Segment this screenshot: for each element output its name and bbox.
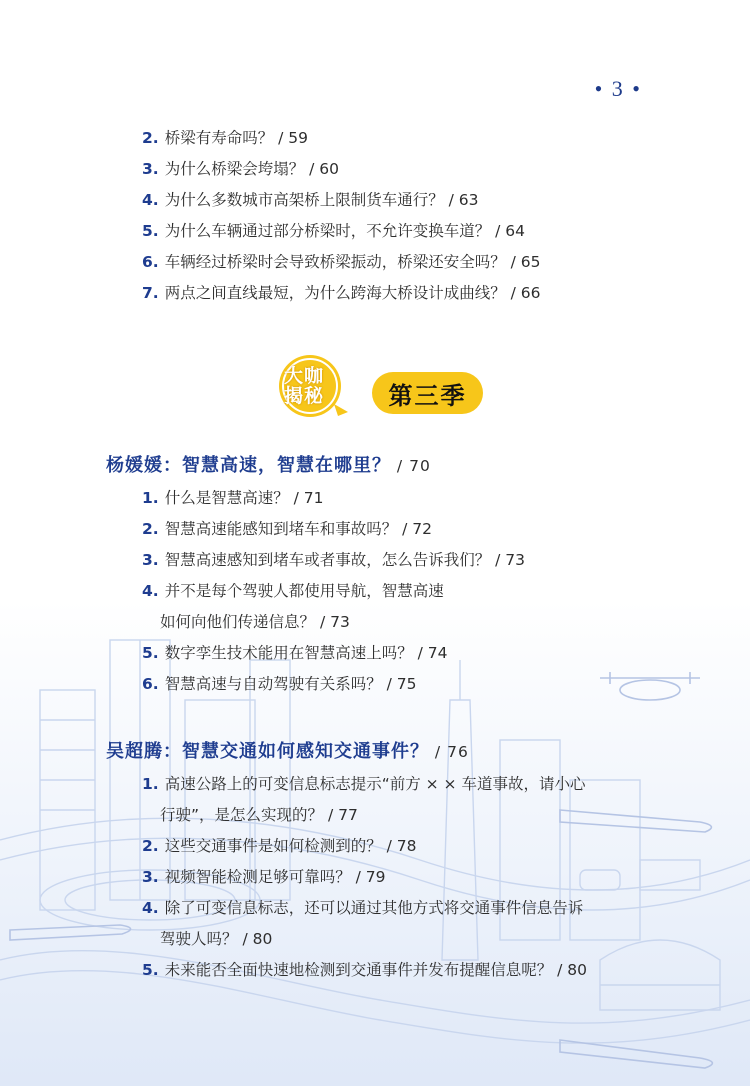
toc-entry[interactable]: 1. 什么是智慧高速？ / 71 bbox=[142, 489, 324, 507]
toc-entry[interactable]: 7. 两点之间直线最短，为什么跨海大桥设计成曲线？ / 66 bbox=[142, 284, 541, 302]
toc-entry[interactable]: 6. 车辆经过桥梁时会导致桥梁振动，桥梁还安全吗？ / 65 bbox=[142, 253, 541, 271]
page-number: • 3 • bbox=[594, 76, 642, 101]
badge-arrow-icon bbox=[334, 404, 348, 416]
toc-entry[interactable]: 4. 并不是每个驾驶人都使用导航，智慧高速 bbox=[142, 582, 444, 600]
toc-entry[interactable]: 5. 数字孪生技术能用在智慧高速上吗？ / 74 bbox=[142, 644, 448, 662]
toc-entry[interactable]: 3. 智慧高速感知到堵车或者事故，怎么告诉我们？ / 73 bbox=[142, 551, 526, 569]
toc-entry[interactable]: 2. 智慧高速能感知到堵车和事故吗？ / 72 bbox=[142, 520, 433, 538]
toc-entry-continuation[interactable]: 如何向他们传递信息？ / 73 bbox=[160, 613, 350, 631]
toc-entry[interactable]: 5. 未来能否全面快速地检测到交通事件并发布提醒信息呢？ / 80 bbox=[142, 961, 588, 979]
toc-entry-continuation[interactable]: 行驶”，是怎么实现的？ / 77 bbox=[160, 806, 358, 824]
toc-entry[interactable]: 6. 智慧高速与自动驾驶有关系吗？ / 75 bbox=[142, 675, 417, 693]
toc-entry[interactable]: 3. 为什么桥梁会垮塌？ / 60 bbox=[142, 160, 340, 178]
toc-entry[interactable]: 1. 高速公路上的可变信息标志提示“前方 × × 车道事故，请小心 bbox=[142, 775, 586, 793]
toc-entry[interactable]: 4. 除了可变信息标志，还可以通过其他方式将交通事件信息告诉 bbox=[142, 899, 584, 917]
section-title[interactable]: 吴超腾：智慧交通如何感知交通事件？ / 76 bbox=[106, 741, 469, 762]
toc-entry-continuation[interactable]: 驾驶人吗？ / 80 bbox=[160, 930, 273, 948]
toc-entry[interactable]: 3. 视频智能检测足够可靠吗？ / 79 bbox=[142, 868, 386, 886]
toc-entry[interactable]: 4. 为什么多数城市高架桥上限制货车通行？ / 63 bbox=[142, 191, 479, 209]
toc-entry[interactable]: 2. 桥梁有寿命吗？ / 59 bbox=[142, 129, 309, 147]
toc-entry[interactable]: 2. 这些交通事件是如何检测到的？ / 78 bbox=[142, 837, 417, 855]
season-title: 第三季 bbox=[372, 372, 483, 414]
section-title[interactable]: 杨媛媛：智慧高速，智慧在哪里？ / 70 bbox=[106, 455, 431, 476]
toc-entry[interactable]: 5. 为什么车辆通过部分桥梁时，不允许变换车道？ / 64 bbox=[142, 222, 526, 240]
badge-label: 大咖 揭秘 bbox=[284, 365, 325, 407]
